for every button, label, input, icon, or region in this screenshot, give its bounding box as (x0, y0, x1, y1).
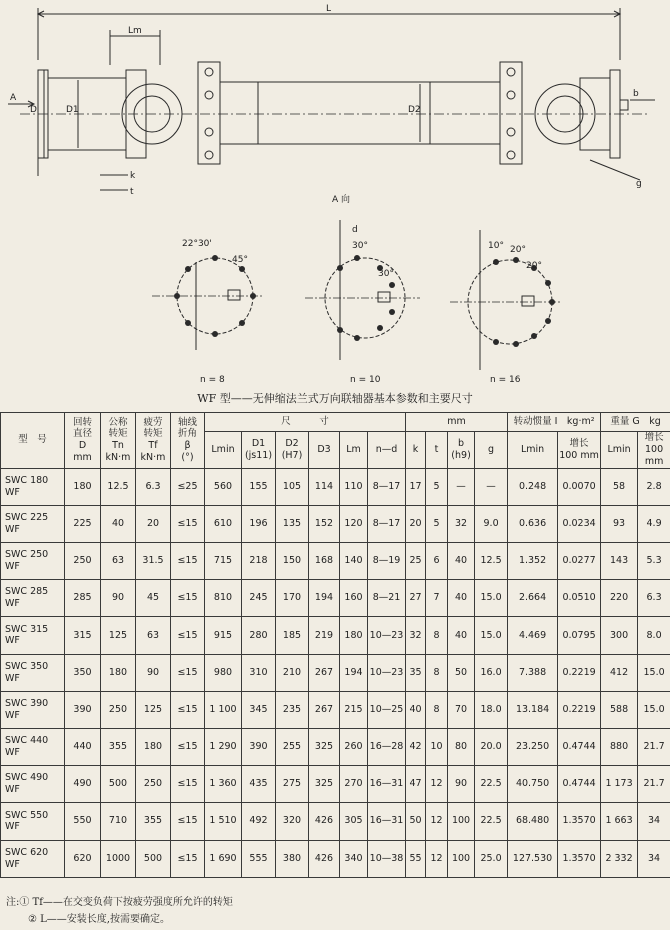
table-cell: 8 (426, 617, 448, 654)
header-beta: 轴线 折角 β (°) (171, 413, 205, 469)
parameter-table (0, 412, 670, 878)
header-mm: mm (406, 413, 508, 432)
table-cell: 880 (601, 728, 638, 765)
table-cell: 15.0 (475, 580, 508, 617)
header-Tf: 疲劳 转矩 Tf kN·m (136, 413, 171, 469)
table-cell: 355 (136, 803, 171, 840)
table-cell: 55 (406, 840, 426, 877)
table-cell: 9.0 (475, 505, 508, 542)
arrow-a-label: A (10, 93, 17, 103)
table-cell: 250 (65, 543, 101, 580)
table-cell: 45 (136, 580, 171, 617)
table-cell: 6.3 (638, 580, 670, 617)
table-cell: ≤15 (171, 840, 205, 877)
table-cell: 390 (242, 728, 276, 765)
dim-D1-label: D1 (66, 105, 79, 115)
table-cell: 355 (101, 728, 136, 765)
table-cell: 127.530 (508, 840, 558, 877)
table-row (1, 840, 670, 877)
header-D1: D1 (js11) (242, 432, 276, 469)
table-cell: 8—17 (368, 505, 406, 542)
table-cell: 63 (101, 543, 136, 580)
table-row (1, 468, 670, 505)
table-cell: 0.0234 (558, 505, 601, 542)
table-cell: 93 (601, 505, 638, 542)
table-cell: 20.0 (475, 728, 508, 765)
table-cell: 490 (65, 766, 101, 803)
table-cell: 8 (426, 654, 448, 691)
table-cell: 0.4744 (558, 728, 601, 765)
table-cell: 715 (205, 543, 242, 580)
angle-20a-label: 20° (510, 245, 526, 255)
table-cell: 10 (426, 728, 448, 765)
table-cell: 250 (101, 691, 136, 728)
table-cell: 210 (276, 654, 309, 691)
table-cell: 135 (276, 505, 309, 542)
table-cell: 267 (309, 654, 340, 691)
table-cell: 2.664 (508, 580, 558, 617)
table-cell: 110 (340, 468, 368, 505)
coupling-drawing (0, 0, 670, 390)
table-cell: 155 (242, 468, 276, 505)
model-cell: SWC 490 WF (1, 766, 65, 803)
table-cell: 10—23 (368, 617, 406, 654)
table-cell: ≤15 (171, 580, 205, 617)
table-cell: 125 (136, 691, 171, 728)
table-cell: 980 (205, 654, 242, 691)
header-model: 型 号 (1, 413, 65, 469)
table-cell: 194 (309, 580, 340, 617)
header-D: 回转 直径 D mm (65, 413, 101, 469)
angle-30-label: 30° (352, 241, 368, 251)
table-cell: 0.0510 (558, 580, 601, 617)
table-cell: 16—31 (368, 766, 406, 803)
table-cell: 325 (309, 766, 340, 803)
header-t: t (426, 432, 448, 469)
table-cell: 255 (276, 728, 309, 765)
table-cell: 100 (448, 840, 475, 877)
table-cell: 10—38 (368, 840, 406, 877)
table-cell: 42 (406, 728, 426, 765)
table-cell: 2.8 (638, 468, 670, 505)
table-cell: 194 (340, 654, 368, 691)
table-cell: 6 (426, 543, 448, 580)
table-cell: 0.0070 (558, 468, 601, 505)
table-cell: 1 510 (205, 803, 242, 840)
model-cell: SWC 225 WF (1, 505, 65, 542)
table-row (1, 803, 670, 840)
table-cell: 1 663 (601, 803, 638, 840)
header-inertia: 转动惯量 I kg·m² (508, 413, 601, 432)
header-b: b (h9) (448, 432, 475, 469)
dim-t-label: t (130, 187, 134, 197)
model-cell: SWC 315 WF (1, 617, 65, 654)
table-cell: 220 (601, 580, 638, 617)
header-I-Lmin: Lmin (508, 432, 558, 469)
table-cell: 305 (340, 803, 368, 840)
table-cell: 40 (448, 617, 475, 654)
table-cell: 152 (309, 505, 340, 542)
header-I-increment: 增长 100 mm (558, 432, 601, 469)
table-cell: 620 (65, 840, 101, 877)
dim-D2-label: D2 (408, 105, 421, 115)
table-cell: ≤25 (171, 468, 205, 505)
table-cell: 218 (242, 543, 276, 580)
table-cell: 12 (426, 766, 448, 803)
table-cell: 8—21 (368, 580, 406, 617)
model-cell: SWC 180 WF (1, 468, 65, 505)
table-cell: 1000 (101, 840, 136, 877)
table-cell: 0.0277 (558, 543, 601, 580)
table-cell: 1 360 (205, 766, 242, 803)
model-cell: SWC 250 WF (1, 543, 65, 580)
table-cell: 8—19 (368, 543, 406, 580)
table-cell: 310 (242, 654, 276, 691)
table-cell: 90 (448, 766, 475, 803)
dim-d-label: d (352, 225, 358, 235)
table-cell: 47 (406, 766, 426, 803)
table-cell: 285 (65, 580, 101, 617)
table-cell: 34 (638, 840, 670, 877)
header-Tn: 公称 转矩 Tn kN·m (101, 413, 136, 469)
table-cell: 235 (276, 691, 309, 728)
table-cell: 120 (340, 505, 368, 542)
angle-10-label: 10° (488, 241, 504, 251)
table-cell: 20 (406, 505, 426, 542)
table-cell: 170 (276, 580, 309, 617)
header-D2: D2 (H7) (276, 432, 309, 469)
table-cell: 21.7 (638, 728, 670, 765)
table-cell: 90 (136, 654, 171, 691)
table-cell: 0.636 (508, 505, 558, 542)
table-cell: 325 (309, 728, 340, 765)
header-Lmin: Lmin (205, 432, 242, 469)
table-cell: 1 100 (205, 691, 242, 728)
table-cell: 380 (276, 840, 309, 877)
table-cell: 426 (309, 840, 340, 877)
table-cell: 5 (426, 468, 448, 505)
table-cell: 22.5 (475, 766, 508, 803)
table-cell: 50 (448, 654, 475, 691)
table-cell: 23.250 (508, 728, 558, 765)
table-cell: 32 (448, 505, 475, 542)
dim-Lm-label: Lm (128, 26, 142, 36)
table-cell: 90 (101, 580, 136, 617)
table-cell: 21.7 (638, 766, 670, 803)
angle-20b-label: 20° (526, 261, 542, 271)
model-cell: SWC 285 WF (1, 580, 65, 617)
table-cell: 390 (65, 691, 101, 728)
n8-label: n = 8 (200, 375, 225, 385)
table-cell: ≤15 (171, 803, 205, 840)
table-caption: WF 型——无伸缩法兰式万向联轴器基本参数和主要尺寸 (197, 392, 473, 405)
table-cell: 426 (309, 803, 340, 840)
table-cell: 32 (406, 617, 426, 654)
table-cell: 710 (101, 803, 136, 840)
table-cell: 0.2219 (558, 691, 601, 728)
angle-22-30-label: 22°30' (182, 239, 212, 249)
table-cell: 22.5 (475, 803, 508, 840)
table-cell: ≤15 (171, 543, 205, 580)
table-cell: 160 (340, 580, 368, 617)
table-cell: 260 (340, 728, 368, 765)
table-cell: 4.469 (508, 617, 558, 654)
table-cell: 18.0 (475, 691, 508, 728)
table-cell: ≤15 (171, 505, 205, 542)
header-weight: 重量 G kg (601, 413, 670, 432)
angle-45-label: 45° (232, 255, 248, 265)
table-cell: 168 (309, 543, 340, 580)
table-cell: 412 (601, 654, 638, 691)
table-cell: 315 (65, 617, 101, 654)
table-cell: 1 173 (601, 766, 638, 803)
table-body (1, 468, 670, 877)
table-cell: 27 (406, 580, 426, 617)
table-cell: — (475, 468, 508, 505)
table-cell: 5.3 (638, 543, 670, 580)
dim-g-label: g (636, 179, 642, 189)
table-cell: 50 (406, 803, 426, 840)
table-cell: 196 (242, 505, 276, 542)
table-cell: 610 (205, 505, 242, 542)
header-g: g (475, 432, 508, 469)
header-nd: n—d (368, 432, 406, 469)
table-cell: 10—23 (368, 654, 406, 691)
table-cell: 320 (276, 803, 309, 840)
table-cell: 280 (242, 617, 276, 654)
table-cell: 80 (448, 728, 475, 765)
table-cell: 12 (426, 840, 448, 877)
table-cell: 492 (242, 803, 276, 840)
table-cell: 17 (406, 468, 426, 505)
table-cell: 180 (101, 654, 136, 691)
table-cell: 8 (426, 691, 448, 728)
table-cell: 440 (65, 728, 101, 765)
table-cell: 68.480 (508, 803, 558, 840)
table-cell: 12.5 (475, 543, 508, 580)
table-cell: 8.0 (638, 617, 670, 654)
table-cell: 40 (101, 505, 136, 542)
table-row (1, 766, 670, 803)
table-cell: 1 690 (205, 840, 242, 877)
table-cell: 140 (340, 543, 368, 580)
table-cell: 8—17 (368, 468, 406, 505)
n10-label: n = 10 (350, 375, 381, 385)
table-cell: 588 (601, 691, 638, 728)
model-cell: SWC 620 WF (1, 840, 65, 877)
table-cell: 555 (242, 840, 276, 877)
table-cell: 7.388 (508, 654, 558, 691)
table-cell: 270 (340, 766, 368, 803)
table-cell: 20 (136, 505, 171, 542)
table-cell: 15.0 (475, 617, 508, 654)
table-cell: 1 290 (205, 728, 242, 765)
table-cell: 125 (101, 617, 136, 654)
header-k: k (406, 432, 426, 469)
table-cell: 15.0 (638, 654, 670, 691)
table-cell: 10—25 (368, 691, 406, 728)
table-row (1, 728, 670, 765)
table-cell: 267 (309, 691, 340, 728)
table-cell: 12 (426, 803, 448, 840)
table-cell: 40 (448, 580, 475, 617)
table-cell: 2 332 (601, 840, 638, 877)
dim-L-label: L (326, 4, 332, 14)
table-cell: 25.0 (475, 840, 508, 877)
table-cell: ≤15 (171, 691, 205, 728)
table-cell: 225 (65, 505, 101, 542)
table-cell: 34 (638, 803, 670, 840)
dim-D-label: D (30, 105, 37, 115)
header-dimensions: 尺 寸 (205, 413, 406, 432)
table-cell: 915 (205, 617, 242, 654)
model-cell: SWC 390 WF (1, 691, 65, 728)
model-cell: SWC 350 WF (1, 654, 65, 691)
table-cell: 114 (309, 468, 340, 505)
table-cell: 105 (276, 468, 309, 505)
table-cell: 275 (276, 766, 309, 803)
table-cell: 180 (136, 728, 171, 765)
table-cell: 16.0 (475, 654, 508, 691)
table-cell: 150 (276, 543, 309, 580)
table-cell: 40 (406, 691, 426, 728)
table-cell: 1.3570 (558, 840, 601, 877)
table-cell: 100 (448, 803, 475, 840)
header-Lm: Lm (340, 432, 368, 469)
table-cell: 250 (136, 766, 171, 803)
table-cell: 180 (340, 617, 368, 654)
table-cell: 12.5 (101, 468, 136, 505)
table-row (1, 543, 670, 580)
table-cell: 345 (242, 691, 276, 728)
view-a-label: A 向 (332, 195, 351, 205)
table-cell: 6.3 (136, 468, 171, 505)
table-cell: 0.4744 (558, 766, 601, 803)
table-cell: 1.3570 (558, 803, 601, 840)
table-cell: 16—28 (368, 728, 406, 765)
table-cell: — (448, 468, 475, 505)
table-cell: 215 (340, 691, 368, 728)
table-cell: 40 (448, 543, 475, 580)
table-cell: 560 (205, 468, 242, 505)
table-cell: 58 (601, 468, 638, 505)
table-cell: 16—31 (368, 803, 406, 840)
angle-30b-label: 30° (378, 269, 394, 279)
n16-label: n = 16 (490, 375, 521, 385)
header-G-Lmin: Lmin (601, 432, 638, 469)
table-cell: 1.352 (508, 543, 558, 580)
table-cell: 25 (406, 543, 426, 580)
table-cell: 7 (426, 580, 448, 617)
dim-k-label: k (130, 171, 136, 181)
table-cell: 143 (601, 543, 638, 580)
table-cell: 0.248 (508, 468, 558, 505)
table-cell: 0.2219 (558, 654, 601, 691)
table-cell: 340 (340, 840, 368, 877)
table-cell: ≤15 (171, 654, 205, 691)
table-cell: ≤15 (171, 728, 205, 765)
table-cell: 31.5 (136, 543, 171, 580)
table-cell: 300 (601, 617, 638, 654)
table-cell: 350 (65, 654, 101, 691)
note-1: 注:① Tf——在交变负荷下按疲劳强度所允许的转矩 (6, 897, 233, 908)
table-cell: 810 (205, 580, 242, 617)
model-cell: SWC 440 WF (1, 728, 65, 765)
table-cell: 500 (101, 766, 136, 803)
table-cell: 219 (309, 617, 340, 654)
table-row (1, 691, 670, 728)
table-row (1, 580, 670, 617)
table-cell: 13.184 (508, 691, 558, 728)
table-row (1, 617, 670, 654)
table-cell: 5 (426, 505, 448, 542)
table-cell: 180 (65, 468, 101, 505)
table-cell: 4.9 (638, 505, 670, 542)
table-cell: 15.0 (638, 691, 670, 728)
table-cell: 70 (448, 691, 475, 728)
table-cell: 185 (276, 617, 309, 654)
table-row (1, 505, 670, 542)
table-cell: 550 (65, 803, 101, 840)
header-D3: D3 (309, 432, 340, 469)
table-cell: 40.750 (508, 766, 558, 803)
table-row (1, 654, 670, 691)
table-cell: 63 (136, 617, 171, 654)
dim-b-label: b (633, 89, 639, 99)
note-2: ② L——安装长度,按需要确定。 (28, 914, 170, 925)
table-cell: ≤15 (171, 766, 205, 803)
table-cell: 245 (242, 580, 276, 617)
model-cell: SWC 550 WF (1, 803, 65, 840)
table-cell: ≤15 (171, 617, 205, 654)
table-cell: 0.0795 (558, 617, 601, 654)
table-cell: 435 (242, 766, 276, 803)
table-cell: 500 (136, 840, 171, 877)
table-cell: 35 (406, 654, 426, 691)
header-G-increment: 增长 100 mm (638, 432, 670, 469)
